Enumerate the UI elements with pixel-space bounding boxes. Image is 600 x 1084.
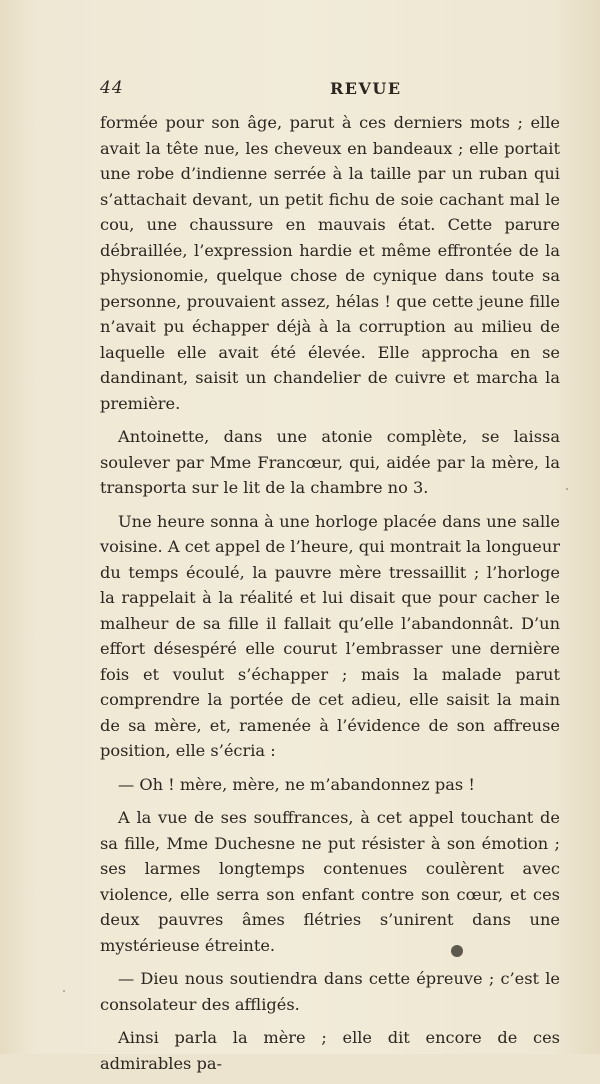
page-number: 44 (100, 78, 124, 98)
paper-speck (63, 990, 65, 992)
running-head: REVUE (330, 79, 402, 98)
page-header (100, 78, 555, 102)
paper-speck (566, 488, 568, 490)
paragraph: A la vue de ses souffrances, à cet appel touchant de sa fille, Mme Duchesne ne put résister à son émotion ; ses larmes longtemps contenues coulèrent avec violence, elle serra son enfant contre son cœur, et ces deux pauvres âmes flétries s’unirent dans une mystérieuse étreinte. (100, 808, 560, 955)
paragraph: — Dieu nous soutiendra dans cette épreuve ; c’est le consolateur des affligés. (100, 969, 560, 1014)
paragraph: — Oh ! mère, mère, ne m’abandonnez pas ! (118, 774, 475, 794)
paragraph: Ainsi parla la mère ; elle dit encore de ces admirables pa- (100, 1028, 560, 1073)
ink-spot-ornament (451, 945, 463, 957)
paragraph: Antoinette, dans une atonie complète, se laissa soulever par Mme Francœur, qui, aidée par la mère, la transporta sur le lit de la chambre no 3. (100, 427, 560, 497)
body-text (100, 110, 560, 1084)
paragraph: Une heure sonna à une horloge placée dans une salle voisine. A cet appel de l’heure, qui montrait la longueur du temps écoulé, la pauvre mère tressaillit ; l’horloge la rappelait à la réalité et lui disait que pour cacher le malheur de sa fille il fallait qu’elle l’abandonnât. D’un effort désespéré elle courut l’embrasser une dernière fois et voulut s’échapper ; mais la malade parut comprendre la portée de cet adieu, elle saisit la main de sa mère, et, ramenée à l’évidence de son affreuse position, elle s’écria : (100, 511, 560, 760)
paragraph: formée pour son âge, parut à ces derniers mots ; elle avait la tête nue, les cheveux en bandeaux ; elle portait une robe d’indienne serrée à la taille par un ruban qui s’attachait devant, un petit fichu de soie cachant mal le cou, une chaussure en mauvais état. Cette parure débraillée, l’expression hardie et même effrontée de la physionomie, quelque chose de cynique dans toute sa personne, prouvaient assez, hélas ! que cette jeune fille n’avait pu échapper déjà à la corruption au milieu de laquelle elle avait été élevée. Elle approcha en se dandinant, saisit un chandelier de cuivre et marcha la première. (100, 113, 560, 413)
